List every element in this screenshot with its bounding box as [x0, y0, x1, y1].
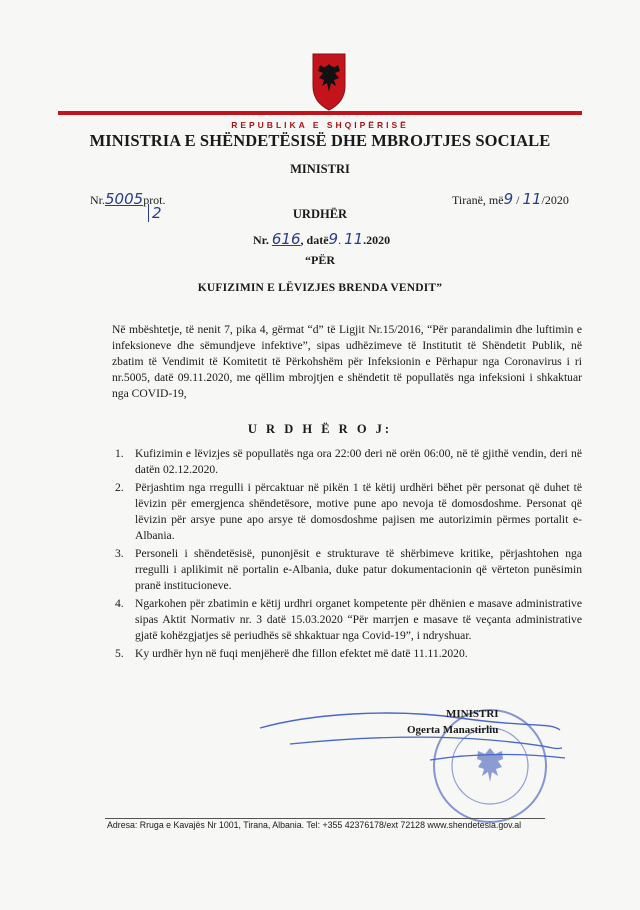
item-number: 2. — [115, 481, 124, 494]
signatory-title: MINISTRI — [446, 708, 499, 720]
item-number: 5. — [115, 647, 124, 660]
order-date-month-handwritten: 11 — [344, 230, 364, 248]
footer-address: Adresa: Rruga e Kavajës Nr 1001, Tirana, Albania. Tel: +355 42376178/ext 72128 www.shendetesia.gov.al — [107, 820, 522, 830]
order-nr-handwritten: 616 — [271, 230, 301, 248]
order-number-line: Nr. 616, datë9. 11.2020 — [253, 230, 391, 248]
prot-label: prot. — [143, 193, 166, 207]
place-prefix: Tiranë, më — [452, 193, 504, 207]
order-per: “PËR — [305, 253, 335, 267]
item-number: 4. — [115, 597, 124, 610]
order-title: URDHËR — [292, 207, 348, 221]
item-number: 3. — [115, 547, 124, 560]
republic-label: REPUBLIKA E SHQIPËRISË — [231, 120, 409, 130]
order-date-year: .2020 — [363, 233, 391, 247]
list-item — [115, 480, 582, 544]
item-text: Ky urdhër hyn në fuqi menjëherë dhe fillon efektet më datë 11.11.2020. — [135, 647, 468, 660]
signatory-name: Ogerta Manastirliu — [407, 724, 499, 736]
order-date-label: , datë — [300, 233, 329, 247]
office-label: MINISTRI — [290, 162, 350, 176]
order-items-list — [115, 446, 582, 664]
item-text: Kufizimin e lëvizjes së popullatës nga ora 22:00 deri në orën 06:00, në të gjithë vendin, deri në datën 02.12.2020. — [135, 447, 582, 476]
item-text: Përjashtim nga rregulli i përcaktuar në pikën 1 të këtij urdhëri bëhet për personat që duhet të lëvizin për emergjenca shëndetësore, motive pune apo nevoja të domosdoshme. Personat që lëvizin për arsye pune apo arsye të domosdoshme pajisen me autorizimin përmes portalit e-Albania. — [135, 481, 582, 542]
item-text: Ngarkohen për zbatimin e këtij urdhri organet kompetente për dhënien e masave administrative sipas Aktit Normativ nr. 3 datë 15.03.2020 “Për marrjen e masave të veçanta administrative gjatë kohëzgjatjes së periudhës së shkaktuar nga Covid-19”, i ndryshuar. — [135, 597, 582, 642]
list-item — [115, 646, 582, 662]
ministry-name: MINISTRIA E SHËNDETËSISË DHE MBROJTJES SOCIALE — [89, 131, 551, 150]
list-item — [115, 596, 582, 644]
nr-handwritten: 5005 — [105, 190, 144, 208]
footer-divider — [105, 818, 545, 819]
order-subject: KUFIZIMIN E LËVIZJES BRENDA VENDIT” — [197, 282, 443, 294]
urdheroj-heading: U R D H Ë R O J: — [247, 422, 393, 436]
item-text: Personeli i shëndetësisë, punonjësit e strukturave të shërbimeve kritike, përjashtohen nga rregulli i aplikimit në portalin e-Albania, duke patur dokumentacionin që vërteton punësimin pranë institucioneve. — [135, 547, 582, 592]
albania-emblem-icon — [309, 52, 349, 112]
order-nr-label: Nr. — [253, 233, 269, 247]
date-month-handwritten: 11 — [522, 190, 542, 208]
protocol-number — [90, 190, 166, 222]
date-day-handwritten: 9 — [503, 190, 514, 208]
place-date: Tiranë, më9 / 11/2020 — [452, 190, 569, 208]
header-red-rule — [58, 111, 582, 115]
preamble-paragraph: Në mbështetje, të nenit 7, pika 4, gërmat “d” të Ligjit Nr.15/2016, “Për parandalimin dhe luftimin e infeksioneve dhe sëmundjeve infektive”, sipas udhëzimeve të Institutit të Shëndetit Publik, në zbatim të Vendimit të Komitetit të Përkohshëm për Infeksionin e Përhapur nga Coronavirus i ri nr.5005, datë 09.11.2020, me qëllim mbrojtjen e shëndetit të popullatës nga infeksioni i shkaktuar nga COVID-19, — [112, 323, 582, 400]
nr-prefix: Nr. — [90, 193, 105, 207]
item-number: 1. — [115, 447, 124, 460]
list-item — [115, 546, 582, 594]
order-date-day-handwritten: 9 — [328, 230, 339, 248]
date-year: /2020 — [541, 193, 569, 207]
prot-handwritten: 2 — [148, 204, 162, 222]
list-item — [115, 446, 582, 478]
